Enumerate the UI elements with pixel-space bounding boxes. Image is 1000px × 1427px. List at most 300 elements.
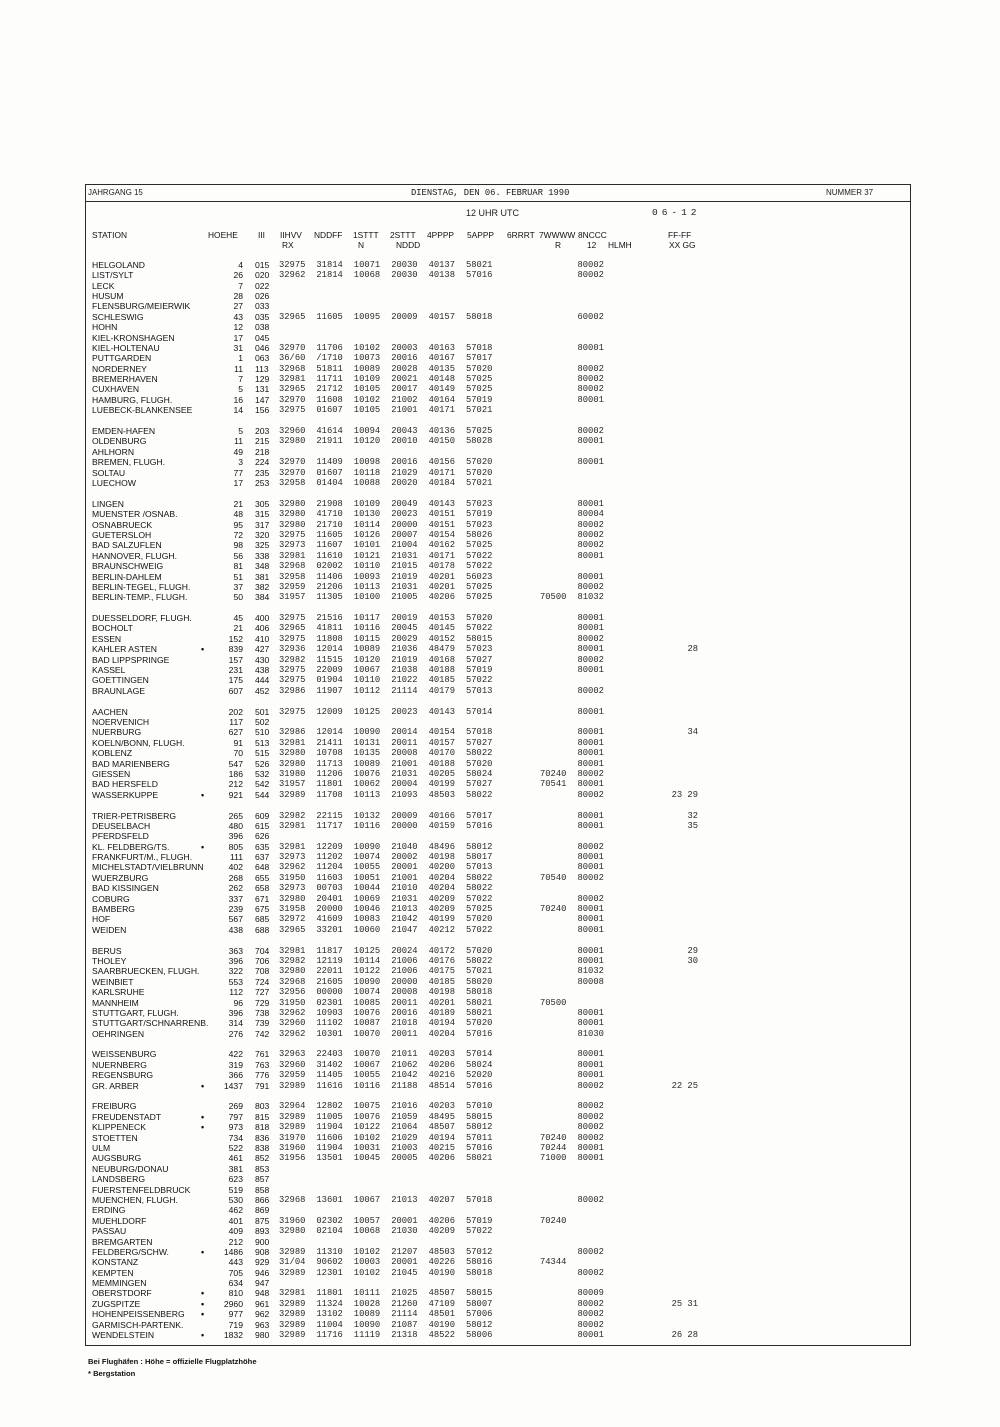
obs-1sttt: 10074 [353, 852, 381, 863]
obs-nddff: 13102 [316, 1309, 343, 1320]
obs-iihvv: 32980 [279, 893, 306, 904]
station-number: 791 [255, 1080, 270, 1091]
obs-2sttt: 21002 [391, 394, 418, 405]
station-number: 635 [255, 841, 270, 852]
station-row [0, 665, 1000, 675]
station-height: 461 [228, 1153, 243, 1164]
station-height: 43 [233, 311, 243, 322]
obs-8nccc: 80002 [577, 1080, 604, 1091]
obs-4pppp: 40212 [428, 924, 455, 935]
obs-8nccc: 80002 [577, 519, 604, 530]
station-number: 430 [255, 654, 270, 665]
obs-4pppp: 40185 [428, 976, 455, 987]
station-height: 186 [228, 768, 243, 779]
obs-iihvv: 32963 [279, 1049, 306, 1060]
col-header-iihvv: IIHVV [280, 230, 302, 240]
obs-2sttt: 21011 [391, 1049, 418, 1060]
obs-4pppp: 40145 [428, 623, 455, 634]
obs-4pppp: 40138 [428, 270, 455, 281]
obs-5appp: 57025 [466, 374, 493, 385]
station-row [0, 966, 1000, 976]
obs-8nccc: 80001 [577, 820, 604, 831]
obs-nddff: 41710 [316, 509, 343, 520]
station-height: 480 [228, 820, 243, 831]
obs-5appp: 57022 [466, 924, 493, 935]
obs-1sttt: 10090 [353, 727, 381, 738]
station-number: 615 [255, 820, 270, 831]
station-number: 706 [255, 955, 270, 966]
obs-iihvv: 31957 [279, 592, 306, 603]
obs-8nccc: 80001 [577, 955, 604, 966]
station-height: 45 [233, 613, 243, 624]
obs-8nccc: 80002 [577, 654, 604, 665]
station-number: 655 [255, 872, 270, 883]
obs-5appp: 58006 [466, 1330, 493, 1341]
station-number: 218 [255, 446, 270, 457]
obs-nddff: 10708 [316, 748, 343, 759]
obs-iihvv: 32970 [279, 342, 306, 353]
station-height: 265 [228, 810, 243, 821]
station-name: MICHELSTADT/VIELBRUNN [92, 862, 204, 873]
obs-2sttt: 21016 [391, 1101, 418, 1112]
obs-4pppp: 40201 [428, 997, 455, 1008]
obs-iihvv: 32965 [279, 384, 306, 395]
obs-4pppp: 40166 [428, 810, 455, 821]
obs-5appp: 58024 [466, 1059, 493, 1070]
obs-2sttt: 20007 [391, 529, 418, 540]
col-header-8nccc: 8NCCC [578, 230, 607, 240]
station-number: 947 [255, 1278, 270, 1289]
obs-8nccc: 80002 [577, 893, 604, 904]
obs-nddff: 02301 [316, 997, 343, 1008]
obs-2sttt: 20020 [391, 478, 418, 488]
obs-2sttt: 21022 [391, 675, 418, 686]
station-number: 026 [255, 290, 270, 301]
obs-nddff: 11904 [316, 1143, 343, 1153]
station-name: KIEL-KRONSHAGEN [92, 332, 175, 343]
station-name: HOHENPEISSENBERG [92, 1309, 185, 1320]
obs-iihvv: 32986 [279, 685, 306, 696]
observation-period: 06-12 [652, 207, 701, 218]
station-height: 17 [233, 478, 243, 488]
obs-4pppp: 40215 [428, 1143, 455, 1153]
obs-1sttt: 10075 [353, 1101, 381, 1112]
station-number: 381 [255, 571, 270, 582]
station-name: OSNABRUECK [92, 519, 153, 530]
station-number: 510 [255, 727, 270, 738]
station-row [0, 883, 1000, 893]
obs-nddff: 12009 [316, 706, 343, 717]
obs-iihvv: 32975 [279, 633, 306, 644]
obs-5appp: 57019 [466, 394, 493, 405]
obs-1sttt: 10087 [353, 1018, 381, 1029]
station-name: NUERNBERG [92, 1059, 147, 1070]
obs-nddff: 21814 [316, 270, 343, 281]
obs-5appp: 57025 [466, 581, 493, 592]
station-row [0, 925, 1000, 935]
obs-8nccc: 81032 [577, 966, 604, 977]
obs-iihvv: 32960 [279, 1018, 306, 1029]
obs-2sttt: 21019 [391, 654, 418, 665]
obs-5appp: 57025 [466, 384, 493, 395]
station-name: HOF [92, 914, 111, 925]
obs-1sttt: 10060 [353, 924, 381, 935]
obs-8nccc: 80002 [577, 1298, 604, 1309]
station-name: SAARBRUECKEN, FLUGH. [92, 966, 200, 977]
station-name: BAD LIPPSPRINGE [92, 654, 170, 665]
station-height: 734 [228, 1132, 243, 1143]
station-name: PASSAU [92, 1226, 127, 1237]
station-row [0, 572, 1000, 582]
obs-ffff: 34 [687, 727, 698, 738]
station-height: 396 [228, 955, 243, 966]
station-number: 325 [255, 540, 270, 551]
obs-nddff: 20000 [316, 904, 343, 915]
station-name: STUTTGART, FLUGH. [92, 1007, 179, 1018]
obs-1sttt: 10121 [353, 550, 381, 561]
obs-nddff: 22011 [316, 966, 343, 977]
obs-nddff: 01607 [316, 467, 343, 478]
obs-1sttt: 10113 [353, 581, 381, 592]
obs-iihvv: 32959 [279, 1070, 306, 1081]
obs-7wwww: 74344 [540, 1257, 567, 1268]
station-number: 609 [255, 810, 270, 821]
obs-5appp: 58022 [466, 883, 493, 894]
obs-8nccc: 80002 [577, 1267, 604, 1278]
obs-7wwww: 70540 [540, 872, 567, 883]
obs-5appp: 57027 [466, 737, 493, 748]
obs-nddff: 31814 [316, 259, 343, 270]
obs-4pppp: 48503 [428, 1246, 455, 1257]
station-height: 117 [229, 716, 243, 727]
station-row [0, 738, 1000, 748]
obs-5appp: 58015 [466, 1288, 493, 1299]
obs-2sttt: 21188 [391, 1080, 418, 1091]
station-height: 547 [228, 758, 243, 769]
obs-nddff: 02104 [316, 1226, 343, 1237]
station-height: 519 [228, 1184, 243, 1195]
obs-iihvv: 32975 [279, 706, 306, 717]
station-name: FELDBERG/SCHW. [92, 1246, 169, 1257]
station-number: 156 [255, 405, 270, 416]
obs-8nccc: 80002 [577, 529, 604, 540]
obs-4pppp: 40206 [428, 1215, 455, 1226]
obs-1sttt: 10100 [353, 592, 381, 603]
station-row [0, 1008, 1000, 1018]
station-name: ESSEN [92, 633, 122, 644]
obs-iihvv: 32982 [279, 654, 306, 665]
station-name: LANDSBERG [92, 1174, 146, 1185]
obs-2sttt: 21013 [391, 1194, 418, 1205]
obs-5appp: 57014 [466, 1049, 493, 1060]
obs-5appp: 57025 [466, 426, 493, 437]
obs-nddff: 41614 [316, 426, 343, 437]
station-row [0, 384, 1000, 394]
station-height: 111 [229, 852, 243, 863]
obs-1sttt: 11119 [353, 1330, 381, 1341]
obs-5appp: 57016 [466, 1143, 493, 1153]
obs-4pppp: 40135 [428, 363, 455, 374]
station-row [0, 364, 1000, 374]
station-number: 063 [255, 353, 270, 364]
obs-nddff: 12209 [316, 841, 343, 852]
station-number: 724 [255, 976, 270, 987]
obs-5appp: 57018 [466, 727, 493, 738]
station-row [0, 821, 1000, 831]
obs-iihvv: 32986 [279, 727, 306, 738]
obs-1sttt: 10089 [353, 1309, 381, 1320]
station-row [0, 374, 1000, 384]
station-row [0, 540, 1000, 550]
station-name: STUTTGART/SCHNARRENB. [92, 1018, 209, 1029]
obs-1sttt: 10067 [353, 1059, 381, 1070]
obs-5appp: 57023 [466, 644, 493, 655]
station-height: 381 [228, 1163, 243, 1174]
station-number: 637 [255, 852, 270, 863]
obs-nddff: 11808 [316, 633, 343, 644]
obs-4pppp: 40175 [428, 966, 455, 977]
col-header-r: R [555, 240, 562, 250]
obs-8nccc: 80002 [577, 581, 604, 592]
obs-5appp: 57020 [466, 914, 493, 925]
obs-5appp: 58016 [466, 1257, 493, 1268]
obs-2sttt: 20016 [391, 1007, 418, 1018]
station-name: OBERSTDORF [92, 1288, 152, 1299]
station-number: 763 [255, 1059, 270, 1070]
obs-iihvv: 32958 [279, 478, 306, 488]
station-number: 738 [255, 1007, 270, 1018]
station-height: 2960 [223, 1298, 243, 1309]
station-row [0, 634, 1000, 644]
station-row [0, 769, 1000, 779]
obs-nddff: 11324 [316, 1298, 343, 1309]
obs-5appp: 57020 [466, 1018, 493, 1029]
station-row [0, 727, 1000, 737]
station-name: BAD KISSINGEN [92, 883, 159, 894]
obs-nddff: 11405 [316, 1070, 343, 1081]
obs-5appp: 57025 [466, 540, 493, 551]
station-height: 268 [228, 872, 243, 883]
obs-1sttt: 10122 [353, 966, 381, 977]
station-number: 033 [255, 301, 270, 312]
obs-nddff: 22115 [316, 810, 343, 821]
obs-nddff: 01904 [316, 675, 343, 686]
obs-8nccc: 80002 [577, 1111, 604, 1122]
station-number: 526 [255, 758, 270, 769]
obs-2sttt: 21025 [391, 1288, 418, 1299]
station-row [0, 333, 1000, 343]
station-name: FRANKFURT/M., FLUGH. [92, 852, 193, 863]
station-name: FLENSBURG/MEIERWIK [92, 301, 191, 312]
station-name: WENDELSTEIN [92, 1330, 155, 1341]
obs-nddff: 11206 [316, 768, 343, 779]
obs-8nccc: 80001 [577, 748, 604, 759]
obs-5appp: 57019 [466, 665, 493, 676]
obs-2sttt: 20005 [391, 1153, 418, 1164]
station-row [0, 312, 1000, 322]
obs-4pppp: 40143 [428, 706, 455, 717]
obs-iihvv: 31956 [279, 1153, 306, 1164]
obs-8nccc: 60002 [577, 311, 604, 322]
station-number: 708 [255, 966, 270, 977]
station-height: 530 [228, 1194, 243, 1205]
station-height: 462 [228, 1205, 243, 1216]
obs-7wwww: 70240 [540, 1215, 567, 1226]
obs-4pppp: 48522 [428, 1330, 455, 1341]
station-height: 12 [233, 322, 243, 333]
station-row [0, 1226, 1000, 1236]
obs-1sttt: 10051 [353, 872, 381, 883]
obs-iihvv: 31957 [279, 779, 306, 790]
obs-5appp: 58018 [466, 311, 493, 322]
obs-4pppp: 40190 [428, 1319, 455, 1330]
station-number: 761 [255, 1049, 270, 1060]
obs-7wwww: 70541 [540, 779, 567, 790]
obs-1sttt: 10111 [353, 1288, 381, 1299]
obs-iihvv: 32973 [279, 883, 306, 894]
col-header-4pppp: 4PPPP [427, 230, 455, 240]
obs-8nccc: 80002 [577, 1101, 604, 1112]
station-name: TRIER-PETRISBERG [92, 810, 177, 821]
station-height: 269 [228, 1101, 243, 1112]
observation-time: 12 UHR UTC [466, 208, 520, 218]
obs-4pppp: 40189 [428, 1007, 455, 1018]
station-row [0, 862, 1000, 872]
station-number: 742 [255, 1028, 270, 1039]
station-row [0, 1018, 1000, 1028]
obs-nddff: 11605 [316, 529, 343, 540]
obs-8nccc: 80001 [577, 394, 604, 405]
obs-2sttt: 21029 [391, 1132, 418, 1143]
obs-5appp: 57020 [466, 945, 493, 956]
station-number: 038 [255, 322, 270, 333]
station-height: 11 [234, 363, 243, 374]
obs-1sttt: 10130 [353, 509, 381, 520]
obs-5appp: 57022 [466, 550, 493, 561]
obs-2sttt: 20011 [391, 1028, 418, 1039]
obs-2sttt: 20049 [391, 498, 418, 509]
station-row [0, 623, 1000, 633]
obs-1sttt: 10105 [353, 384, 381, 395]
station-name: BRAUNSCHWEIG [92, 561, 164, 572]
obs-iihvv: 32980 [279, 1226, 306, 1237]
obs-5appp: 57025 [466, 904, 493, 915]
obs-4pppp: 40199 [428, 914, 455, 925]
station-name: GUETERSLOH [92, 529, 152, 540]
station-name: KL. FELDBERG/TS. [92, 841, 170, 852]
obs-1sttt: 10120 [353, 654, 381, 665]
station-height: 48 [233, 509, 243, 520]
obs-2sttt: 21010 [391, 883, 418, 894]
obs-4pppp: 40151 [428, 519, 455, 530]
obs-1sttt: 10117 [353, 613, 381, 624]
obs-iihvv: 32989 [279, 1122, 306, 1133]
obs-2sttt: 20014 [391, 727, 418, 738]
mountain-station-marker: • [201, 644, 205, 655]
station-height: 5 [238, 384, 243, 395]
obs-1sttt: 10070 [353, 1049, 381, 1060]
station-number: 400 [255, 613, 270, 624]
station-height: 239 [228, 904, 243, 915]
station-row [0, 1216, 1000, 1226]
station-row [0, 759, 1000, 769]
station-row [0, 1195, 1000, 1205]
obs-2sttt: 21005 [391, 592, 418, 603]
station-name: NOERVENICH [92, 716, 150, 727]
obs-5appp: 57016 [466, 270, 493, 281]
station-height: 5 [238, 426, 243, 437]
obs-1sttt: 10093 [353, 571, 381, 582]
obs-nddff: 10301 [316, 1028, 343, 1039]
station-name: BRAUNLAGE [92, 685, 146, 696]
obs-4pppp: 40194 [428, 1132, 455, 1143]
obs-2sttt: 21003 [391, 1143, 418, 1153]
station-name: AHLHORN [92, 446, 135, 457]
obs-8nccc: 80001 [577, 1330, 604, 1341]
station-number: 688 [255, 924, 270, 935]
station-name: FREIBURG [92, 1101, 137, 1112]
obs-5appp: 58024 [466, 768, 493, 779]
obs-nddff: 02302 [316, 1215, 343, 1226]
obs-5appp: 58020 [466, 976, 493, 987]
obs-8nccc: 80001 [577, 571, 604, 582]
station-height: 27 [233, 301, 243, 312]
station-height: 21 [233, 623, 243, 634]
station-height: 11 [234, 436, 243, 447]
obs-1sttt: 10114 [353, 955, 381, 966]
station-number: 203 [255, 426, 270, 437]
obs-nddff: 11708 [316, 789, 343, 800]
obs-2sttt: 20000 [391, 820, 418, 831]
station-row [0, 998, 1000, 1008]
station-number: 838 [255, 1143, 270, 1153]
obs-4pppp: 40188 [428, 665, 455, 676]
station-name: WEINBIET [92, 976, 134, 987]
station-row [0, 1257, 1000, 1267]
station-row [0, 561, 1000, 571]
obs-8nccc: 80001 [577, 1143, 604, 1153]
obs-nddff: 21710 [316, 519, 343, 530]
obs-4pppp: 40199 [428, 779, 455, 790]
obs-1sttt: 10120 [353, 436, 381, 447]
obs-2sttt: 21029 [391, 467, 418, 478]
obs-5appp: 57010 [466, 1101, 493, 1112]
obs-1sttt: 10114 [353, 519, 381, 530]
obs-nddff: 11603 [316, 872, 343, 883]
obs-1sttt: 10131 [353, 737, 381, 748]
obs-iihvv: 32989 [279, 1319, 306, 1330]
obs-iihvv: 32981 [279, 550, 306, 561]
obs-1sttt: 10045 [353, 1153, 381, 1164]
station-name: AACHEN [92, 706, 128, 717]
obs-4pppp: 40163 [428, 342, 455, 353]
obs-iihvv: 32956 [279, 987, 306, 998]
obs-nddff: 12802 [316, 1101, 343, 1112]
obs-iihvv: 31960 [279, 1143, 306, 1153]
obs-nddff: 00000 [316, 987, 343, 998]
obs-2sttt: 20045 [391, 623, 418, 634]
station-row [0, 811, 1000, 821]
obs-4pppp: 40226 [428, 1257, 455, 1268]
obs-iihvv: 31980 [279, 768, 306, 779]
obs-2sttt: 20016 [391, 353, 418, 364]
col-header-n: N [358, 240, 365, 250]
station-name: WASSERKUPPE [92, 789, 159, 800]
station-row [0, 1122, 1000, 1132]
station-row [0, 1153, 1000, 1163]
station-height: 366 [228, 1070, 243, 1081]
obs-nddff: 11717 [316, 820, 343, 831]
